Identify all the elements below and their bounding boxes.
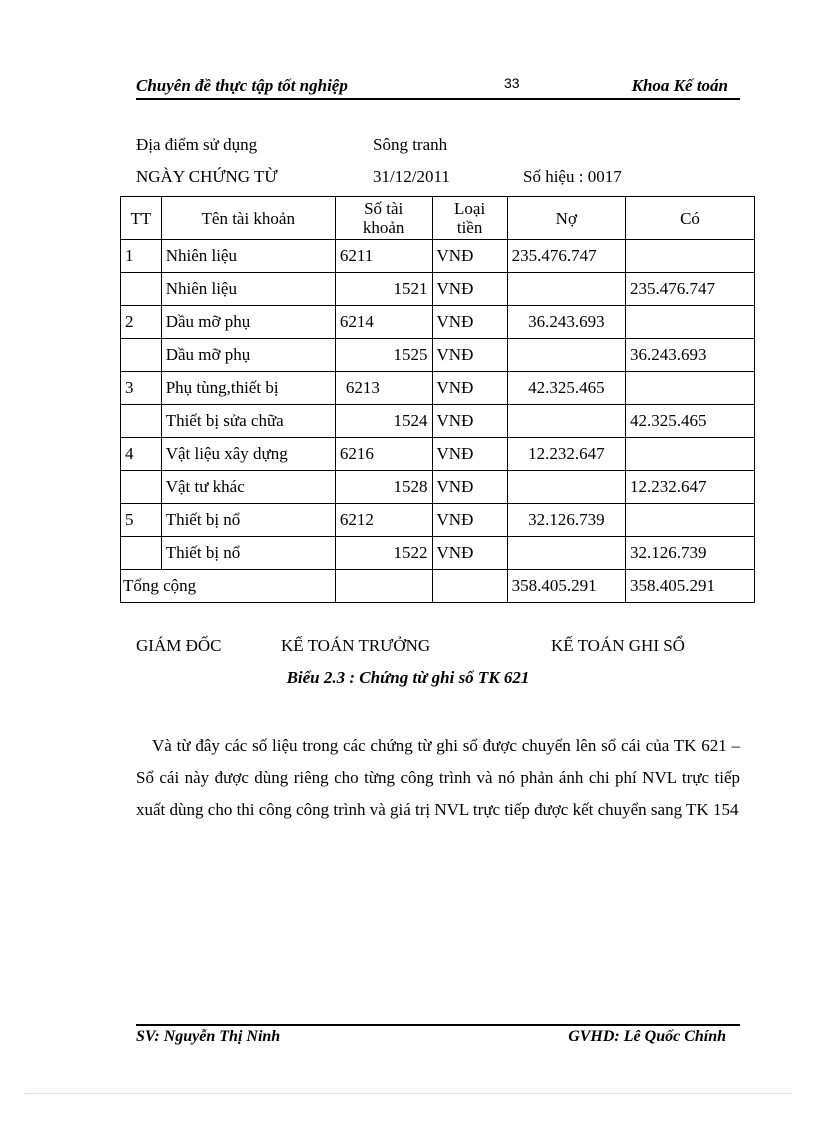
signature-chief-accountant: KẾ TOÁN TRƯỞNG <box>281 636 431 655</box>
page-bottom-border <box>24 1093 792 1094</box>
cell-account-name: Thiết bị sửa chữa <box>161 405 335 438</box>
cell-account-number: 6214 <box>335 306 432 339</box>
cell-debit <box>507 471 625 504</box>
location-row <box>0 135 816 159</box>
table-row <box>121 372 755 405</box>
table-row <box>121 405 755 438</box>
header-currency-line1: Loại <box>454 199 486 218</box>
cell-credit <box>625 504 754 537</box>
cell-tt <box>121 339 162 372</box>
location-value: Sông tranh <box>373 135 448 154</box>
signature-bookkeeper: KẾ TOÁN GHI SỔ <box>551 636 685 655</box>
location-label: Địa điểm sử dụng <box>136 135 258 154</box>
table-row <box>121 339 755 372</box>
table-header-row <box>121 197 755 240</box>
voucher-number: Số hiệu : 0017 <box>523 167 622 186</box>
cell-debit: 235.476.747 <box>507 240 625 273</box>
cell-account-name: Nhiên liệu <box>161 273 335 306</box>
cell-credit <box>625 306 754 339</box>
cell-tt: 2 <box>121 306 162 339</box>
cell-currency: VNĐ <box>432 405 507 438</box>
date-row <box>0 167 816 191</box>
header-tt: TT <box>121 197 162 240</box>
header-currency-line2: tiền <box>456 218 483 237</box>
cell-tt <box>121 537 162 570</box>
header-account-number-line1: Số tài <box>364 199 404 218</box>
cell-currency: VNĐ <box>432 471 507 504</box>
cell-account-number: 1528 <box>335 471 432 504</box>
cell-credit: 12.232.647 <box>625 471 754 504</box>
cell-currency: VNĐ <box>432 273 507 306</box>
cell-currency: VNĐ <box>432 537 507 570</box>
cell-credit <box>625 372 754 405</box>
cell-currency: VNĐ <box>432 240 507 273</box>
cell-tt: 5 <box>121 504 162 537</box>
table-row <box>121 471 755 504</box>
cell-tt: 4 <box>121 438 162 471</box>
cell-account-number: 1524 <box>335 405 432 438</box>
cell-tt: 1 <box>121 240 162 273</box>
voucher-table <box>120 196 755 603</box>
total-credit: 358.405.291 <box>625 570 754 603</box>
page-number: 33 <box>504 75 520 91</box>
signature-row <box>0 636 816 660</box>
cell-currency: VNĐ <box>432 372 507 405</box>
cell-account-name: Vật tư khác <box>161 471 335 504</box>
date-label: NGÀY CHỨNG TỪ <box>136 167 278 186</box>
header-debit: Nợ <box>507 197 625 240</box>
cell-account-name: Thiết bị nổ <box>161 537 335 570</box>
cell-account-name: Phụ tùng,thiết bị <box>161 372 335 405</box>
header-divider <box>136 98 740 100</box>
cell-debit <box>507 537 625 570</box>
cell-account-number: 1525 <box>335 339 432 372</box>
cell-debit <box>507 405 625 438</box>
header-account-number <box>335 197 432 240</box>
footer-advisor: GVHD: Lê Quốc Chính <box>568 1028 726 1045</box>
cell-debit <box>507 339 625 372</box>
header-department: Khoa Kế toán <box>631 76 728 95</box>
footer-student: SV: Nguyễn Thị Ninh <box>136 1028 281 1045</box>
cell-tt <box>121 471 162 504</box>
cell-account-number: 6216 <box>335 438 432 471</box>
cell-credit: 42.325.465 <box>625 405 754 438</box>
cell-account-name: Thiết bị nổ <box>161 504 335 537</box>
cell-tt <box>121 273 162 306</box>
cell-credit <box>625 240 754 273</box>
header-title: Chuyên đề thực tập tốt nghiệp <box>136 76 348 95</box>
total-empty-account <box>335 570 432 603</box>
table-row <box>121 240 755 273</box>
header-currency <box>432 197 507 240</box>
cell-account-name: Dầu mỡ phụ <box>161 339 335 372</box>
header-credit: Có <box>625 197 754 240</box>
cell-currency: VNĐ <box>432 438 507 471</box>
cell-debit <box>507 273 625 306</box>
cell-credit: 235.476.747 <box>625 273 754 306</box>
cell-credit: 32.126.739 <box>625 537 754 570</box>
total-label: Tổng cộng <box>121 570 336 603</box>
table-row <box>121 504 755 537</box>
table-row <box>121 273 755 306</box>
cell-credit <box>625 438 754 471</box>
cell-currency: VNĐ <box>432 306 507 339</box>
cell-account-number: 6213 <box>335 372 432 405</box>
cell-account-name: Vật liệu xây dựng <box>161 438 335 471</box>
total-debit: 358.405.291 <box>507 570 625 603</box>
cell-currency: VNĐ <box>432 504 507 537</box>
cell-debit: 32.126.739 <box>507 504 625 537</box>
cell-account-number: 6211 <box>335 240 432 273</box>
signature-director: GIÁM ĐỐC <box>136 636 222 655</box>
footer-divider <box>136 1024 740 1026</box>
header-account-number-line2: khoản <box>362 218 405 237</box>
cell-account-number: 6212 <box>335 504 432 537</box>
table-row <box>121 537 755 570</box>
table-caption: Biểu 2.3 : Chứng từ ghi sổ TK 621 <box>286 668 530 687</box>
total-empty-currency <box>432 570 507 603</box>
table-row <box>121 438 755 471</box>
cell-tt <box>121 405 162 438</box>
cell-account-number: 1522 <box>335 537 432 570</box>
cell-account-number: 1521 <box>335 273 432 306</box>
cell-credit: 36.243.693 <box>625 339 754 372</box>
body-paragraph: Và từ đây các số liệu trong các chứng từ ghi sổ được chuyển lên sổ cái của TK 621 – Sổ cái này được dùng riêng cho từng công trình và nó phản ánh chi phí NVL trực tiếp xuất dùng cho thi công công trình và giá trị NVL trực tiếp được kết chuyển sang TK 154 <box>136 736 740 819</box>
total-row <box>121 570 755 603</box>
date-value: 31/12/2011 <box>373 167 450 186</box>
cell-debit: 36.243.693 <box>507 306 625 339</box>
cell-debit: 12.232.647 <box>507 438 625 471</box>
cell-debit: 42.325.465 <box>507 372 625 405</box>
header-account-name: Tên tài khoản <box>161 197 335 240</box>
cell-currency: VNĐ <box>432 339 507 372</box>
table-row <box>121 306 755 339</box>
cell-account-name: Dầu mỡ phụ <box>161 306 335 339</box>
cell-account-name: Nhiên liệu <box>161 240 335 273</box>
cell-tt: 3 <box>121 372 162 405</box>
